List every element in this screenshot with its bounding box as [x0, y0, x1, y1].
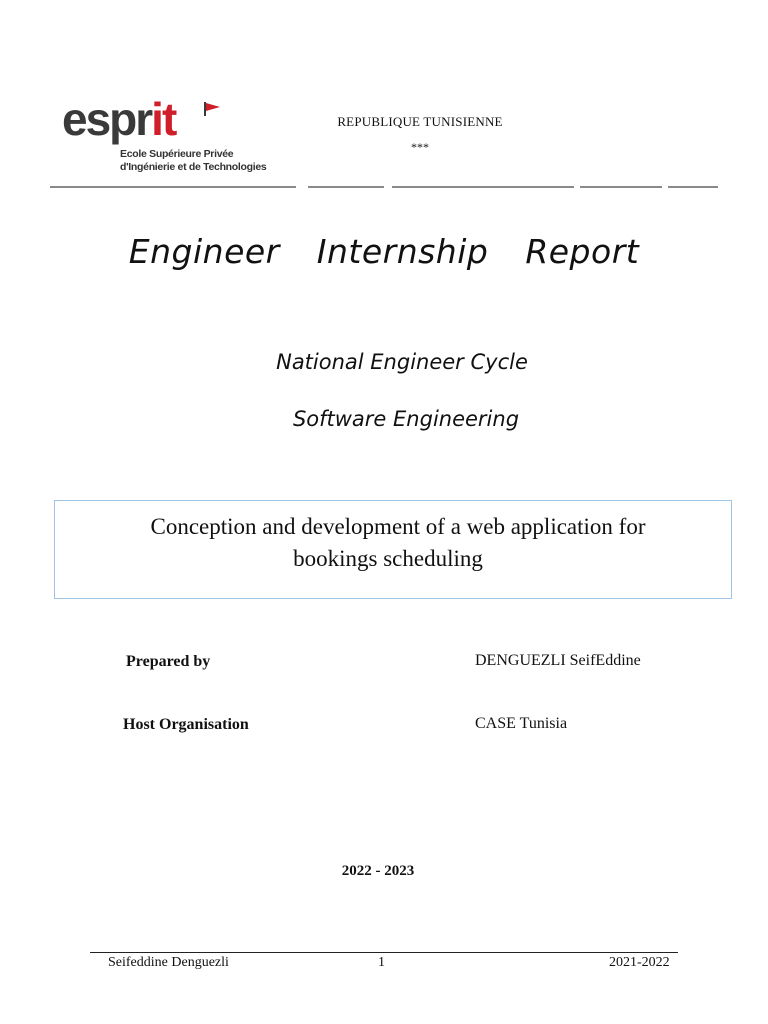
subject-line-2: bookings scheduling [293, 546, 483, 571]
cycle-heading: National Engineer Cycle [276, 350, 528, 374]
host-organisation-value: CASE Tunisia [475, 715, 568, 732]
academic-year: 2022 - 2023 [341, 863, 415, 879]
footer-divider [90, 952, 678, 953]
separator-stars: *** [411, 140, 429, 154]
logo-word-left: espr [62, 93, 152, 145]
esprit-logo [62, 93, 267, 180]
logo-subtitle-line1: Ecole Supérieure Privée [120, 148, 234, 160]
prepared-by-label: Prepared by [126, 653, 211, 670]
subject-line-1: Conception and development of a web application for [150, 514, 646, 539]
logo-wordmark [62, 93, 176, 145]
logo-subtitle-line2: d'Ingénierie et de Technologies [120, 161, 267, 173]
footer-page-number: 1 [378, 955, 385, 970]
logo-subtitle [120, 148, 266, 174]
flag-icon [204, 102, 220, 116]
header-divider-breaks [50, 185, 718, 189]
prepared-by-value: DENGUEZLI SeifEddine [475, 652, 641, 669]
report-title: Engineer Internship Report [128, 232, 640, 271]
host-organisation-label: Host Organisation [123, 716, 249, 733]
footer-year: 2021-2022 [609, 955, 670, 970]
country-heading: REPUBLIQUE TUNISIENNE [337, 114, 503, 129]
logo-word-right: it [151, 93, 176, 145]
speciality-heading: Software Engineering [292, 407, 520, 431]
footer-author: Seifeddine Denguezli [108, 955, 229, 970]
